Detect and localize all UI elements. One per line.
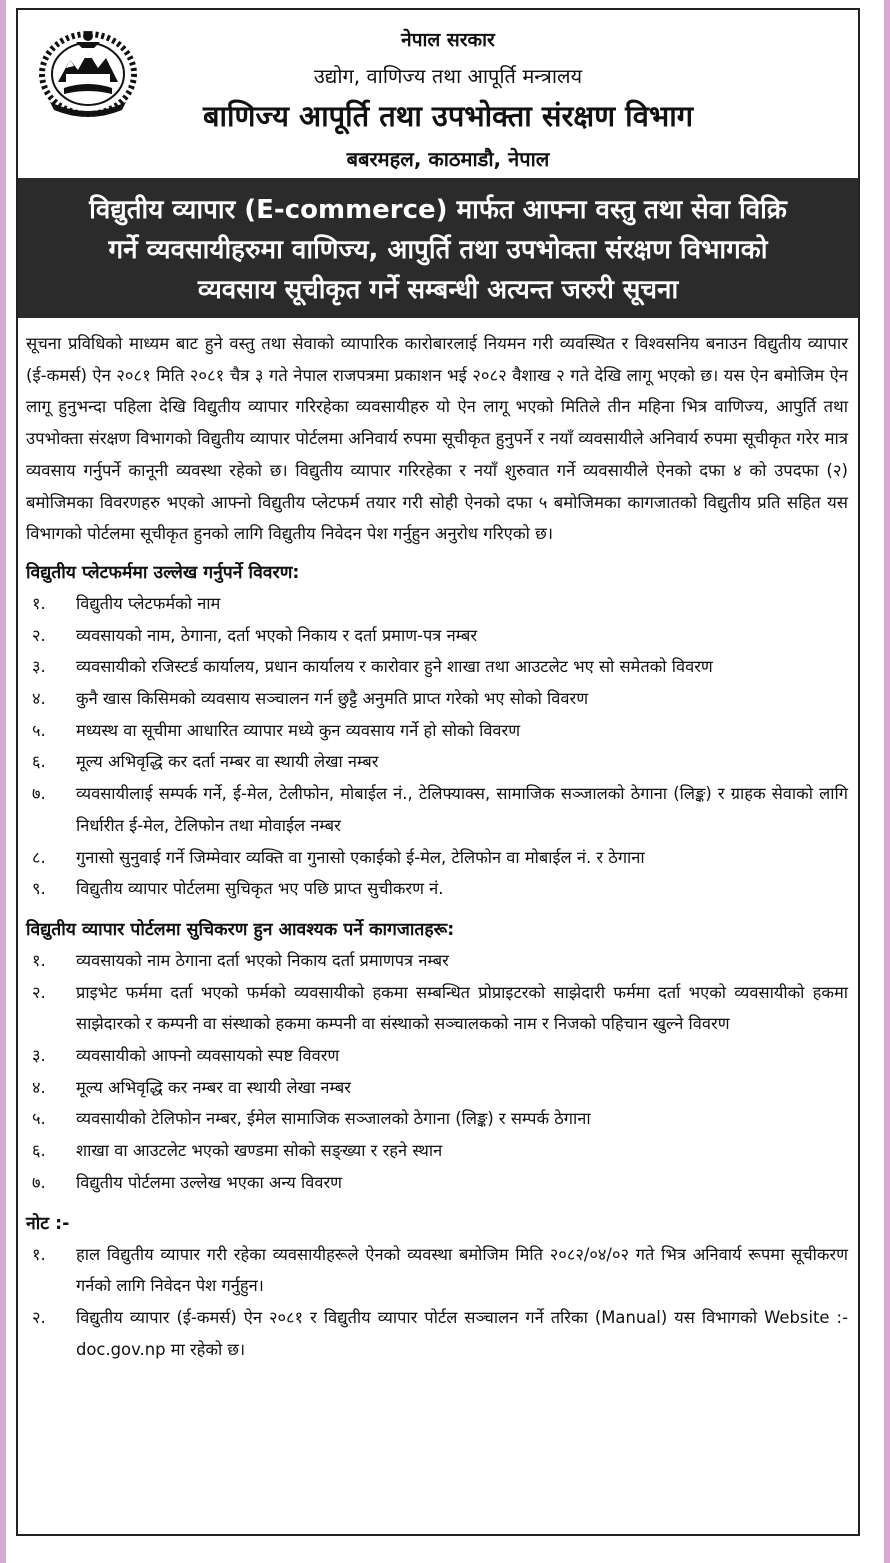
list-item <box>26 873 848 905</box>
platform-details-list <box>26 588 848 905</box>
list-item-text: व्यवसायीको आफ्नो व्यवसायको स्पष्ट विवरण <box>76 1046 340 1066</box>
list-item-number: ९. <box>32 879 46 899</box>
list-item-text: विद्युतीय प्लेटफर्मको नाम <box>76 593 221 613</box>
list-item-number: ७. <box>32 1172 46 1192</box>
notice-document <box>16 8 860 1536</box>
list-item-number: १. <box>32 950 46 970</box>
list-item <box>26 1040 848 1072</box>
intro-paragraph: सूचना प्रविधिको माध्यम बाट हुने वस्तु तथा सेवाको व्यापारिक कारोबारलाई नियमन गरी व्यवस्थित र विश्वसनिय बनाउन विद्युतीय व्यापार (ई-कमर्स) ऐन २०८१ मिति २०८१ चैत्र ३ गते नेपाल राजपत्रमा प्रकाशन भई २०८२ वैशाख २ गते देखि लागू भएको छ। यस ऐन बमोजिम ऐन लागू हुनुभन्दा पहिला देखि विद्युतीय व्यापार गरिरहेका व्यवसायीहरु यो ऐन लागू भएको मितिले तीन महिना भित्र वाणिज्य, आपुर्ति तथा उपभोक्ता संरक्षण विभागको विद्युतीय व्यापार पोर्टलमा अनिवार्य रुपमा सूचीकृत हुनुपर्ने र नयाँ व्यवसायीले अनिवार्य रुपमा सूचीकृत गरेर मात्र व्यवसाय गर्नुपर्ने कानूनी व्यवस्था रहेको छ। विद्युतीय व्यापार गरिरहेका र नयाँ शुरुवात गर्ने व्यवसायीले ऐनको दफा ४ को उपदफा (२) बमोजिमका विवरणहरु भएको आफ्नो विद्युतीय प्लेटफर्म तयार गरी सोही ऐनको दफा ५ बमोजिमका कागजातको विद्युतीय प्रति सहित यस विभागको पोर्टलमा सूचीकृत हुनको लागि विद्युतीय निवेदन पेश गर्नुहुन अनुरोध गरिएको छ। <box>26 334 848 544</box>
list-item-number: ६. <box>32 752 46 772</box>
list-item-text: व्यवसायको नाम, ठेगाना, दर्ता भएको निकाय र दर्ता प्रमाण-पत्र नम्बर <box>76 625 478 645</box>
list-item <box>26 620 848 652</box>
section-required-documents-title: विद्युतीय व्यापार पोर्टलमा सुचिकरण हुन आवश्यक पर्ने कागजातहरू: <box>26 919 455 940</box>
list-item <box>26 651 848 683</box>
nepal-government-emblem-icon <box>36 24 140 120</box>
list-item-number: २. <box>32 625 46 645</box>
list-item-number: ४. <box>32 1077 46 1097</box>
list-item <box>26 945 848 977</box>
list-item <box>26 715 848 747</box>
list-item <box>26 778 848 841</box>
list-item-text: शाखा वा आउटलेट भएको खण्डमा सोको सङ्ख्या र रहने स्थान <box>76 1141 443 1161</box>
header-ministry: उद्योग, वाणिज्य तथा आपूर्ति मन्त्रालय <box>313 64 583 88</box>
list-item-number: ५. <box>32 720 46 740</box>
list-item-text: विद्युतीय पोर्टलमा उल्लेख भएका अन्य विवरण <box>76 1172 343 1192</box>
list-item-text: कुनै खास किसिमको व्यवसाय सञ्चालन गर्न छुट्टै अनुमति प्राप्त गरेको भए सोको विवरण <box>76 689 589 709</box>
list-item <box>26 1135 848 1167</box>
list-item <box>26 746 848 778</box>
list-item-text: हाल विद्युतीय व्यापार गरी रहेका व्यवसायीहरूले ऐनको व्यवस्था बमोजिम मिति २०८२/०४/०२ गते भित्र अनिवार्य रूपमा सूचीकरण गर्नको लागि निवेदन पेश गर्नुहुन। <box>76 1244 848 1296</box>
banner-line-2: गर्ने व्यवसायीहरुमा वाणिज्य, आपुर्ति तथा उपभोक्ता संरक्षण विभागको <box>108 235 768 265</box>
list-item-text: व्यवसायको नाम ठेगाना दर्ता भएको निकाय दर्ता प्रमाणपत्र नम्बर <box>76 950 449 970</box>
list-item-number: ३. <box>32 1046 46 1066</box>
list-item-number: ५. <box>32 1109 46 1129</box>
header-address: बबरमहल, काठमाडौ, नेपाल <box>346 147 550 171</box>
list-item-number: २. <box>32 982 46 1002</box>
list-item-number: ६. <box>32 1141 46 1161</box>
notes-list <box>26 1239 848 1366</box>
list-item <box>26 1239 848 1302</box>
list-item-number: ८. <box>32 847 46 867</box>
list-item-number: ३. <box>32 657 46 677</box>
list-item-text: गुनासो सुनुवाई गर्ने जिम्मेवार व्यक्ति वा गुनासो एकाईको ई-मेल, टेलिफोन वा मोबाईल नं. र ठेगाना <box>76 847 645 867</box>
list-item-text: मध्यस्थ वा सूचीमा आधारित व्यापार मध्ये कुन व्यवसाय गर्ने हो सोको विवरण <box>76 720 521 740</box>
page-edge-left <box>0 0 6 1563</box>
list-item <box>26 1302 848 1365</box>
banner-line-3: व्यवसाय सूचीकृत गर्ने सम्बन्धी अत्यन्त जरुरी सूचना <box>197 275 679 305</box>
list-item <box>26 977 848 1040</box>
notice-title-banner <box>18 178 858 318</box>
list-item-text: व्यवसायीको रजिस्टर्ड कार्यालय, प्रधान कार्यालय र कारोवार हुने शाखा तथा आउटलेट भए सो समेतको विवरण <box>76 657 713 677</box>
list-item-number: ७. <box>32 784 46 804</box>
list-item-text: प्राइभेट फर्ममा दर्ता भएको फर्मको व्यवसायीको हकमा सम्बन्धित प्रोप्राइटरको साझेदारी फर्ममा दर्ता भएको व्यवसायीको हकमा साझेदारको र कम्पनी वा संस्थाको हकमा कम्पनी वा संस्थाको सञ्चालकको नाम र निजको पहिचान खुल्ने विवरण <box>76 982 849 1034</box>
list-item-text: व्यवसायीको टेलिफोन नम्बर, ईमेल सामाजिक सञ्जालको ठेगाना (लिङ्क) र सम्पर्क ठेगाना <box>76 1109 591 1129</box>
list-item-number: २. <box>32 1307 46 1327</box>
header-government: नेपाल सरकार <box>401 29 495 51</box>
list-item-number: १. <box>32 593 46 613</box>
list-item-text: मूल्य अभिवृद्धि कर दर्ता नम्बर वा स्थायी लेखा नम्बर <box>76 752 379 772</box>
notice-body <box>26 328 848 1365</box>
list-item-number: १. <box>32 1244 46 1264</box>
page-edge-right <box>884 0 890 1563</box>
notes-title: नोट :- <box>26 1213 70 1234</box>
section-platform-details-title: विद्युतीय प्लेटफर्ममा उल्लेख गर्नुपर्ने विवरण: <box>26 562 300 583</box>
list-item-text: विद्युतीय व्यापार पोर्टलमा सुचिकृत भए पछि प्राप्त सुचीकरण नं. <box>76 879 444 899</box>
list-item-text: मूल्य अभिवृद्धि कर नम्बर वा स्थायी लेखा नम्बर <box>76 1077 351 1097</box>
notice-header <box>18 10 858 178</box>
list-item-number: ४. <box>32 689 46 709</box>
list-item-text: विद्युतीय व्यापार (ई-कमर्स) ऐन २०८१ र विद्युतीय व्यापार पोर्टल सञ्चालन गर्ने तरिका (Manual) यस विभागको Website :- doc.gov.np मा रहेको छ। <box>76 1307 848 1359</box>
list-item <box>26 842 848 874</box>
list-item <box>26 588 848 620</box>
list-item <box>26 1167 848 1199</box>
list-item <box>26 683 848 715</box>
required-documents-list <box>26 945 848 1199</box>
list-item-text: व्यवसायीलाई सम्पर्क गर्ने, ई-मेल, टेलीफोन, मोबाईल नं., टेलिफ्याक्स, सामाजिक सञ्जालको ठेगाना (लिङ्क) र ग्राहक सेवाको लागि निर्धारीत ई-मेल, टेलिफोन तथा मोवाईल नम्बर <box>76 784 848 835</box>
list-item <box>26 1072 848 1104</box>
header-department: बाणिज्य आपूर्ति तथा उपभोक्ता संरक्षण विभाग <box>202 99 694 133</box>
list-item <box>26 1103 848 1135</box>
banner-line-1: विद्युतीय व्यापार (E-commerce) मार्फत आफ्ना वस्तु तथा सेवा विक्रि <box>89 195 787 225</box>
